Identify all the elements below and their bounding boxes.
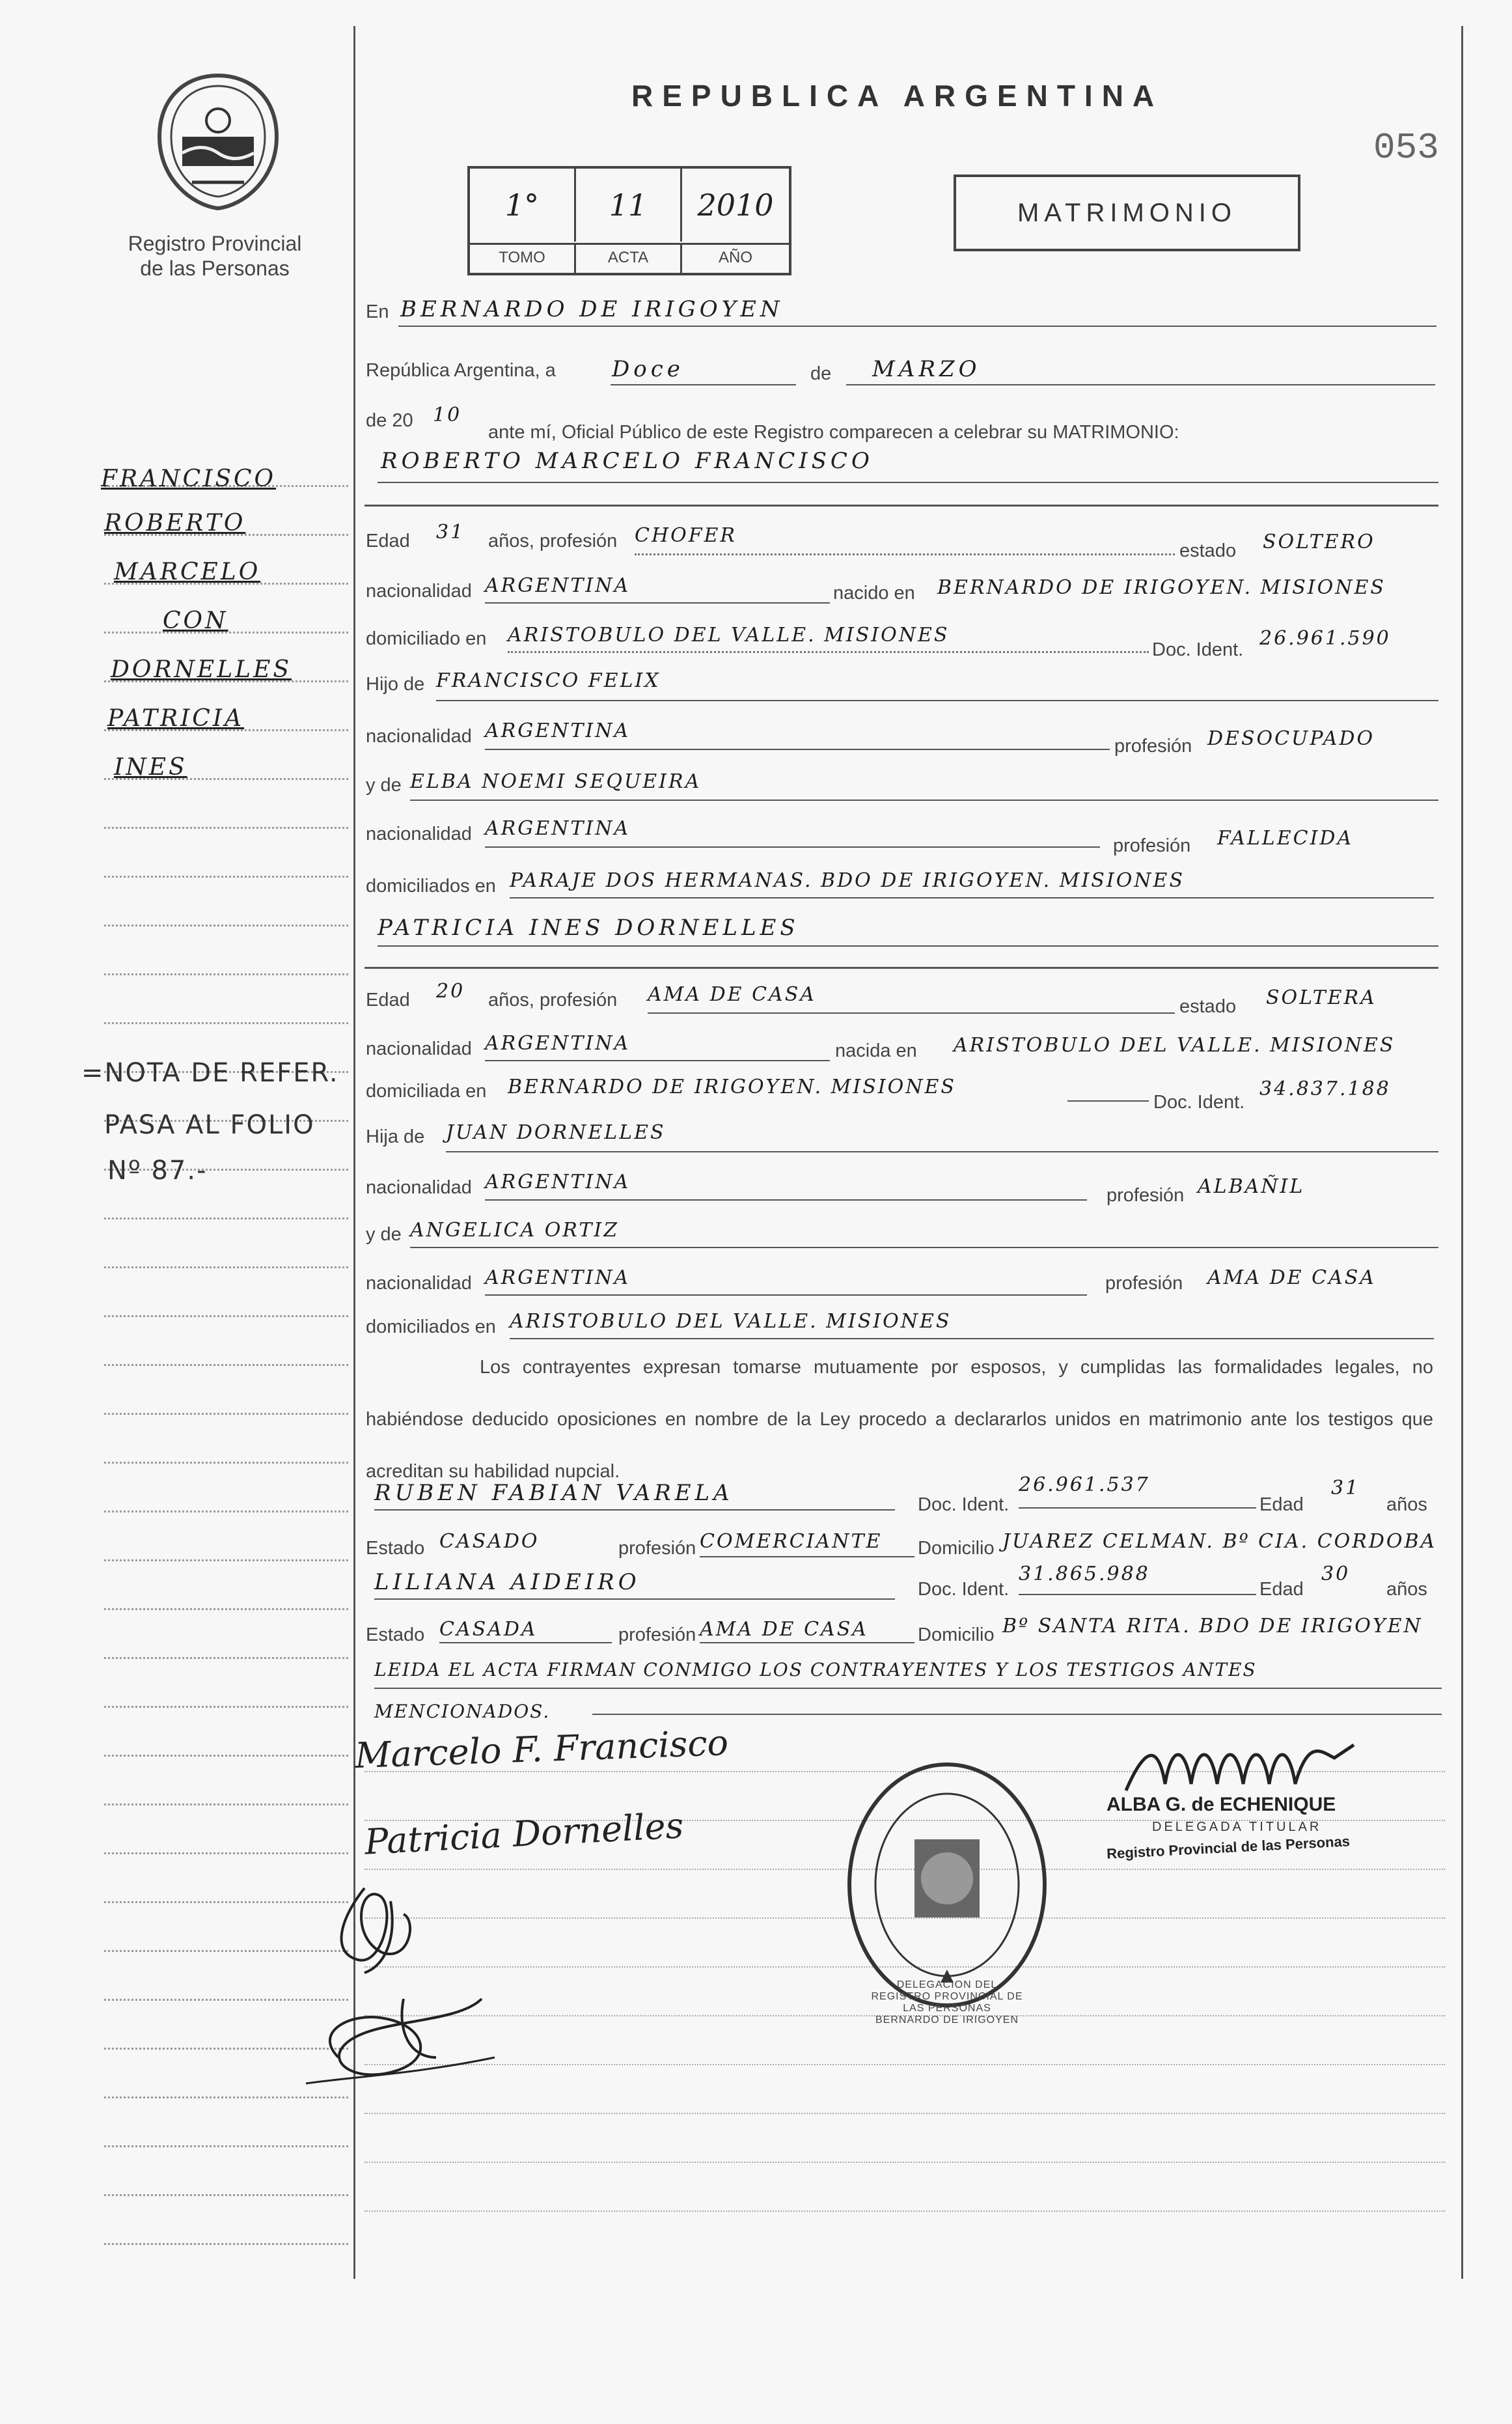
margin-rule xyxy=(104,876,348,878)
margin-rule xyxy=(104,1364,348,1366)
groom-padre-nac-line xyxy=(485,749,1110,750)
de-label: de xyxy=(810,363,832,384)
witness-signatures-icon xyxy=(286,1862,521,2110)
groom-padre-prof: DESOCUPADO xyxy=(1207,727,1375,750)
closing-line2: MENCIONADOS. xyxy=(374,1701,551,1722)
institution-line1: Registro Provincial xyxy=(128,232,302,255)
groom-madre: ELBA NOEMI SEQUEIRA xyxy=(410,770,702,793)
margin-rule xyxy=(104,827,348,829)
bride-madre-nac-line xyxy=(485,1294,1087,1296)
bride-nacida-en: ARISTOBULO DEL VALLE. MISIONES xyxy=(954,1034,1395,1057)
bride-madre: ANGELICA ORTIZ xyxy=(410,1219,620,1242)
year-value: 10 xyxy=(433,404,462,426)
witness2-profesion: AMA DE CASA xyxy=(700,1618,868,1641)
groom-profesion: CHOFER xyxy=(635,524,737,547)
witness2-name-line xyxy=(374,1598,895,1600)
margin-name-4: CON xyxy=(163,607,228,634)
seal-text xyxy=(869,1979,1025,2026)
groom-separator xyxy=(364,505,1438,507)
groom-dom-padres-label: domiciliados en xyxy=(366,876,496,897)
groom-edad: 31 xyxy=(436,521,465,544)
bride-dom-padres-label: domiciliados en xyxy=(366,1316,496,1337)
margin-name-1: FRANCISCO xyxy=(101,466,277,492)
bride-edad-label: Edad xyxy=(366,990,410,1010)
place-underline xyxy=(398,326,1436,327)
bride-domicilio: BERNARDO DE IRIGOYEN. MISIONES xyxy=(508,1076,956,1098)
margin-rule xyxy=(104,1706,348,1708)
margin-rule xyxy=(104,1511,348,1512)
witness1-doc-label: Doc. Ident. xyxy=(918,1494,1010,1515)
margin-name-5: DORNELLES xyxy=(111,656,292,683)
bride-estado: SOLTERA xyxy=(1266,986,1377,1009)
nota-line2: PASA AL FOLIO xyxy=(104,1110,315,1140)
witness1-edad: 31 xyxy=(1331,1477,1360,1499)
groom-profesion-label: años, profesión xyxy=(488,531,618,551)
groom-domicilio: ARISTOBULO DEL VALLE. MISIONES xyxy=(508,624,950,647)
groom-padre-line xyxy=(436,700,1438,701)
acta-label: ACTA xyxy=(576,243,682,273)
bride-nacida-label: nacida en xyxy=(835,1040,917,1061)
anio-label: AÑO xyxy=(682,243,789,273)
nota-line3: Nº 87.- xyxy=(107,1156,208,1186)
groom-padre-nac-label: nacionalidad xyxy=(366,726,472,747)
margin-rule xyxy=(104,2243,348,2245)
bride-padre-nac-line xyxy=(485,1199,1087,1201)
seal-text-line1: DELEGACION DEL REGISTRO PROVINCIAL DE LAS PERSONAS xyxy=(871,1979,1023,2014)
groom-profesion-line xyxy=(635,553,1175,555)
bride-padre-prof: ALBAÑIL xyxy=(1198,1175,1305,1198)
groom-edad-label: Edad xyxy=(366,531,410,551)
bride-padre-line xyxy=(446,1151,1438,1152)
groom-doc: 26.961.590 xyxy=(1259,627,1391,650)
official-role: DELEGADA TITULAR xyxy=(1152,1820,1322,1834)
margin-rule xyxy=(104,2194,348,2196)
groom-dom-padres-line xyxy=(510,897,1434,899)
witness1-domicilio: JUAREZ CELMAN. Bº CIA. CORDOBA xyxy=(1002,1530,1437,1553)
groom-nac-label: nacionalidad xyxy=(366,581,472,602)
body-rule xyxy=(364,2113,1445,2114)
bride-profesion-line xyxy=(648,1012,1175,1014)
official-seal-icon xyxy=(840,1755,1054,2015)
anio-value: 2010 xyxy=(697,188,774,223)
groom-dom-padres: PARAJE DOS HERMANAS. BDO DE IRIGOYEN. MISIONES xyxy=(510,869,1185,892)
bride-estado-label: estado xyxy=(1179,996,1237,1017)
witness1-profesion-label: profesión xyxy=(618,1538,696,1559)
bride-madre-line xyxy=(410,1247,1438,1248)
groom-padre-nac: ARGENTINA xyxy=(485,719,631,742)
closing-line1-rule xyxy=(374,1688,1442,1689)
margin-rule xyxy=(104,1218,348,1219)
bride-nacionalidad: ARGENTINA xyxy=(485,1032,631,1055)
witness1-domicilio-label: Domicilio xyxy=(918,1538,995,1559)
witness1-estado: CASADO xyxy=(439,1530,540,1553)
folio-number: 053 xyxy=(1373,127,1439,169)
day-value: Doce xyxy=(612,356,684,382)
bride-dom-label: domiciliada en xyxy=(366,1081,487,1102)
bride-madre-nac: ARGENTINA xyxy=(485,1266,631,1289)
bride-signature: Patricia Dornelles xyxy=(363,1805,685,1863)
margin-rule xyxy=(104,1266,348,1268)
bride-doc: 34.837.188 xyxy=(1259,1078,1391,1100)
groom-madre-prof-label: profesión xyxy=(1113,835,1191,856)
tomo-label: TOMO xyxy=(470,243,576,273)
margin-rule xyxy=(104,1315,348,1317)
margin-rule xyxy=(104,1608,348,1610)
groom-madre-prof: FALLECIDA xyxy=(1217,827,1354,850)
bride-profesion: AMA DE CASA xyxy=(648,983,816,1006)
ante-text: ante mí, Oficial Público de este Registro comparecen a celebrar su MATRIMONIO: xyxy=(488,422,1179,443)
bride-edad: 20 xyxy=(436,980,465,1003)
acta-value: 11 xyxy=(576,169,682,242)
witness2-profesion-label: profesión xyxy=(618,1624,696,1645)
page-title: REPUBLICA ARGENTINA xyxy=(631,79,1164,113)
margin-rule xyxy=(104,1462,348,1464)
month-value: MARZO xyxy=(872,356,981,382)
margin-rule xyxy=(104,1804,348,1805)
witness1-edad-label: Edad xyxy=(1259,1494,1304,1515)
body-rule xyxy=(364,2064,1445,2065)
groom-madre-nac-line xyxy=(485,846,1100,848)
groom-yde-label: y de xyxy=(366,775,402,796)
groom-nacido-label: nacido en xyxy=(833,583,915,604)
bride-dom-padres: ARISTOBULO DEL VALLE. MISIONES xyxy=(510,1310,952,1333)
margin-name-2: ROBERTO xyxy=(104,510,246,536)
witness2-edad-label: Edad xyxy=(1259,1579,1304,1600)
right-frame-line xyxy=(1461,26,1463,2279)
witness1-profesion: COMERCIANTE xyxy=(700,1530,883,1553)
day-underline xyxy=(611,384,796,385)
groom-dom-line xyxy=(508,651,1149,653)
republica-label: República Argentina, a xyxy=(366,360,556,381)
groom-nacionalidad: ARGENTINA xyxy=(485,574,631,597)
tomo-value: 1° xyxy=(470,169,576,242)
official-name: ALBA G. de ECHENIQUE xyxy=(1107,1794,1336,1815)
witness1-profesion-line xyxy=(700,1556,914,1557)
groom-name-underline xyxy=(378,482,1438,483)
groom-doc-label: Doc. Ident. xyxy=(1152,639,1244,660)
institution-line2: de las Personas xyxy=(140,257,290,280)
margin-name-6: PATRICIA xyxy=(107,705,245,732)
bride-padre: JUAN DORNELLES xyxy=(446,1121,666,1144)
groom-estado: SOLTERO xyxy=(1263,531,1375,553)
groom-madre-nac: ARGENTINA xyxy=(485,817,631,840)
bride-yde-label: y de xyxy=(366,1224,402,1245)
bride-name: PATRICIA INES DORNELLES xyxy=(378,915,799,941)
record-number-box xyxy=(467,166,791,275)
bride-separator xyxy=(364,967,1438,969)
groom-nac-line xyxy=(485,602,830,604)
witness2-doc-label: Doc. Ident. xyxy=(918,1579,1010,1600)
bride-name-underline xyxy=(378,945,1438,947)
witness2-doc: 31.865.988 xyxy=(1019,1563,1150,1585)
bride-doc-label: Doc. Ident. xyxy=(1153,1092,1245,1113)
margin-rule xyxy=(104,1755,348,1757)
witness2-estado-line xyxy=(439,1642,612,1643)
bride-madre-prof: AMA DE CASA xyxy=(1207,1266,1376,1289)
bride-padre-prof-label: profesión xyxy=(1107,1185,1185,1206)
declaration-text: Los contrayentes expresan tomarse mutuamente por esposos, y cumplidas las formalidades legales, no habiéndose deducido oposiciones en nombre de la Ley procedo a declararlos unidos en matrimonio ante los testigos que acreditan su habilidad nupcial. xyxy=(366,1357,1433,1482)
bride-nac-label: nacionalidad xyxy=(366,1038,472,1059)
bride-dom-line xyxy=(1067,1100,1149,1102)
groom-padre: FRANCISCO FELIX xyxy=(436,669,661,692)
witness1-name-line xyxy=(374,1509,895,1511)
witness1-estado-label: Estado xyxy=(366,1538,425,1559)
groom-nacido-en: BERNARDO DE IRIGOYEN. MISIONES xyxy=(937,576,1386,599)
groom-madre-nac-label: nacionalidad xyxy=(366,824,472,844)
margin-rule xyxy=(104,925,348,926)
margin-rule xyxy=(104,2145,348,2147)
seal-text-line2: BERNARDO DE IRIGOYEN xyxy=(875,2014,1019,2026)
margin-rule xyxy=(104,1657,348,1659)
closing-line2-rule xyxy=(592,1714,1442,1715)
margin-rule xyxy=(104,1559,348,1561)
month-underline xyxy=(846,384,1435,385)
body-rule xyxy=(364,2210,1445,2212)
margin-rule xyxy=(104,1022,348,1024)
year-prefix: de 20 xyxy=(366,410,413,431)
witness2-domicilio-label: Domicilio xyxy=(918,1624,995,1645)
groom-madre-line xyxy=(410,800,1438,801)
witness2-anios-label: años xyxy=(1386,1579,1427,1600)
bride-padre-nac: ARGENTINA xyxy=(485,1171,631,1193)
institution-name xyxy=(98,231,332,281)
witness2-doc-line xyxy=(1019,1594,1256,1595)
margin-name-7: INES xyxy=(114,754,187,781)
margin-rule xyxy=(104,973,348,975)
bride-nac-line xyxy=(485,1060,830,1061)
bride-hija-label: Hija de xyxy=(366,1126,425,1147)
groom-dom-label: domiciliado en xyxy=(366,628,487,649)
bride-madre-nac-label: nacionalidad xyxy=(366,1273,472,1294)
provincial-crest-icon xyxy=(153,72,283,212)
bride-madre-prof-label: profesión xyxy=(1105,1273,1183,1294)
witness1-name: RUBEN FABIAN VARELA xyxy=(374,1480,734,1506)
witness1-doc-line xyxy=(1019,1507,1256,1509)
groom-hijo-label: Hijo de xyxy=(366,674,425,695)
witness2-estado: CASADA xyxy=(439,1618,538,1641)
witness2-profesion-line xyxy=(700,1642,914,1643)
witness2-estado-label: Estado xyxy=(366,1624,425,1645)
groom-name: ROBERTO MARCELO FRANCISCO xyxy=(381,448,873,474)
official-office: Registro Provincial de las Personas xyxy=(1106,1833,1351,1862)
en-label: En xyxy=(366,301,389,322)
margin-rule xyxy=(104,1852,348,1854)
witness2-domicilio: Bº SANTA RITA. BDO DE IRIGOYEN xyxy=(1002,1615,1423,1637)
groom-estado-label: estado xyxy=(1179,540,1237,561)
witness1-anios-label: años xyxy=(1386,1494,1427,1515)
margin-rule xyxy=(104,1413,348,1415)
witness2-name: LILIANA AIDEIRO xyxy=(374,1569,640,1595)
body-rule xyxy=(364,2162,1445,2163)
groom-signature: Marcelo F. Francisco xyxy=(354,1722,730,1776)
bride-profesion-label: años, profesión xyxy=(488,990,618,1010)
bride-padre-nac-label: nacionalidad xyxy=(366,1177,472,1198)
closing-line1: LEIDA EL ACTA FIRMAN CONMIGO LOS CONTRAYENTES Y LOS TESTIGOS ANTES xyxy=(374,1659,1257,1680)
nota-line1: =NOTA DE REFER. xyxy=(81,1058,339,1088)
place-value: BERNARDO DE IRIGOYEN xyxy=(400,296,784,322)
margin-name-3: MARCELO xyxy=(114,559,261,585)
groom-padre-prof-label: profesión xyxy=(1114,736,1192,757)
bride-dom-padres-line xyxy=(510,1338,1434,1339)
witness2-edad: 30 xyxy=(1321,1563,1351,1585)
record-type-box: MATRIMONIO xyxy=(954,174,1300,251)
witness1-doc: 26.961.537 xyxy=(1019,1473,1150,1496)
